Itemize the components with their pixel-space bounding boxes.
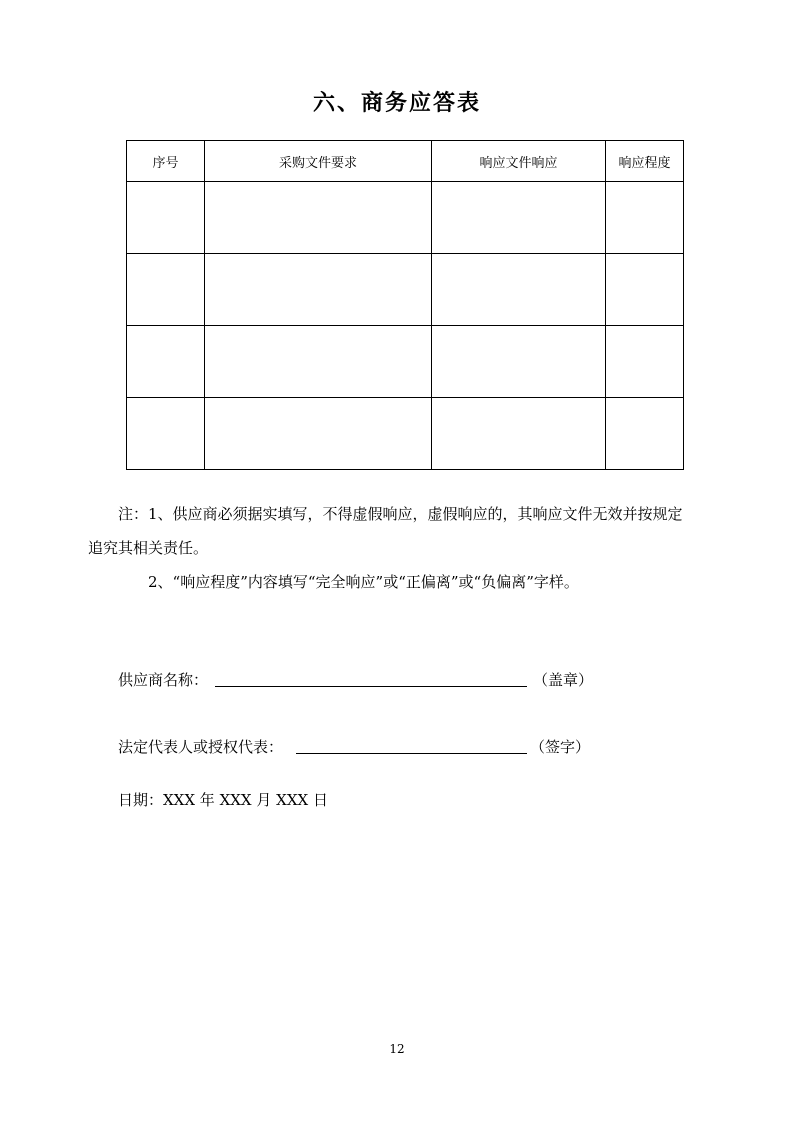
table-cell[interactable] [127,254,205,326]
header-response-content: 响应文件响应 [432,141,606,182]
table-cell[interactable] [127,398,205,470]
table-cell[interactable] [205,398,432,470]
table-cell[interactable] [205,326,432,398]
legal-rep-label: 法定代表人或授权代表： [118,738,284,756]
supplier-name-label: 供应商名称： [118,671,209,689]
legal-rep-sign-note: （签字） [530,738,591,756]
table-cell[interactable] [432,326,606,398]
table-row [127,398,684,470]
table-cell[interactable] [205,254,432,326]
header-response-degree: 响应程度 [606,141,684,182]
table-cell[interactable] [432,254,606,326]
table-header-row [127,141,684,182]
table-row [127,326,684,398]
header-serial-no: 序号 [127,141,205,182]
legal-rep-field[interactable] [296,753,527,754]
note-line-2: 追究其相关责任。 [88,539,209,557]
page-title: 六、商务应答表 [312,91,481,116]
table-cell[interactable] [205,182,432,254]
supplier-seal-note: （盖章） [533,671,594,689]
table-row [127,182,684,254]
supplier-name-field[interactable] [215,686,527,687]
table-cell[interactable] [432,182,606,254]
table-cell[interactable] [606,326,684,398]
table-row [127,254,684,326]
header-procurement-requirement: 采购文件要求 [205,141,432,182]
table-cell[interactable] [127,326,205,398]
table-cell[interactable] [127,182,205,254]
business-response-table [126,140,684,470]
table-cell[interactable] [606,398,684,470]
table-cell[interactable] [606,182,684,254]
table-cell[interactable] [432,398,606,470]
date-line: 日期：XXX 年 XXX 月 XXX 日 [118,791,328,809]
note-line-1: 注：1、供应商必须据实填写，不得虚假响应，虚假响应的，其响应文件无效并按规定 [118,505,683,523]
page-number: 12 [389,1042,405,1056]
table-cell[interactable] [606,254,684,326]
note-line-3: 2、“响应程度”内容填写“完全响应”或“正偏离”或“负偏离”字样。 [148,573,579,591]
